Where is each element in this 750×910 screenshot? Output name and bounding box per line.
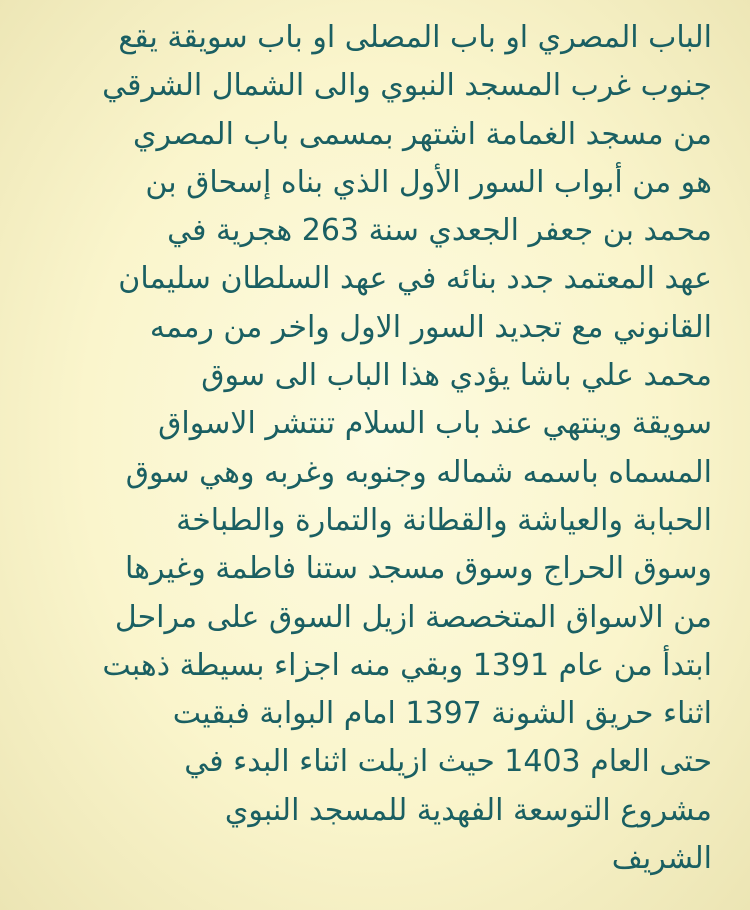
article-text [22,14,712,883]
text-line-13: من الاسواق المتخصصة ازيل السوق على مراحل [114,599,712,635]
text-line-17: مشروع التوسعة الفهدية للمسجد النبوي [224,792,712,828]
text-line-18: الشريف [611,841,712,877]
text-line-12: وسوق الحراج وسوق مسجد ستنا فاطمة وغيرها [125,551,712,587]
text-line-14: ابتدأ من عام 1391 وبقي منه اجزاء بسيطة ذهبت [102,647,712,683]
text-line-7: القانوني مع تجديد السور الاول واخر من رممه [149,309,712,345]
text-line-10: المسماه باسمه شماله وجنوبه وغربه وهي سوق [125,454,712,490]
text-line-4: هو من أبواب السور الأول الذي بناه إسحاق بن [145,164,712,200]
text-line-16: حتى العام 1403 حيث ازيلت اثناء البدء في [184,744,712,780]
text-line-9: سويقة وينتهي عند باب السلام تنتشر الاسواق [158,406,712,442]
text-line-3: من مسجد الغمامة اشتهر بمسمى باب المصري [133,116,712,152]
text-line-8: محمد علي باشا يؤدي هذا الباب الى سوق [201,358,712,394]
text-line-1: الباب المصري او باب المصلى او باب سويقة يقع [118,20,712,55]
text-line-11: الحبابة والعياشة والقطانة والتمارة والطباخة [176,502,712,538]
text-line-6: عهد المعتمد جدد بنائه في عهد السلطان سليمان [118,261,712,297]
text-line-15: اثناء حريق الشونة 1397 امام البوابة فبقيت [172,696,712,732]
text-line-5: محمد بن جعفر الجعدي سنة 263 هجرية في [167,213,712,249]
text-line-2: جنوب غرب المسجد النبوي والى الشمال الشرقي [102,68,712,104]
